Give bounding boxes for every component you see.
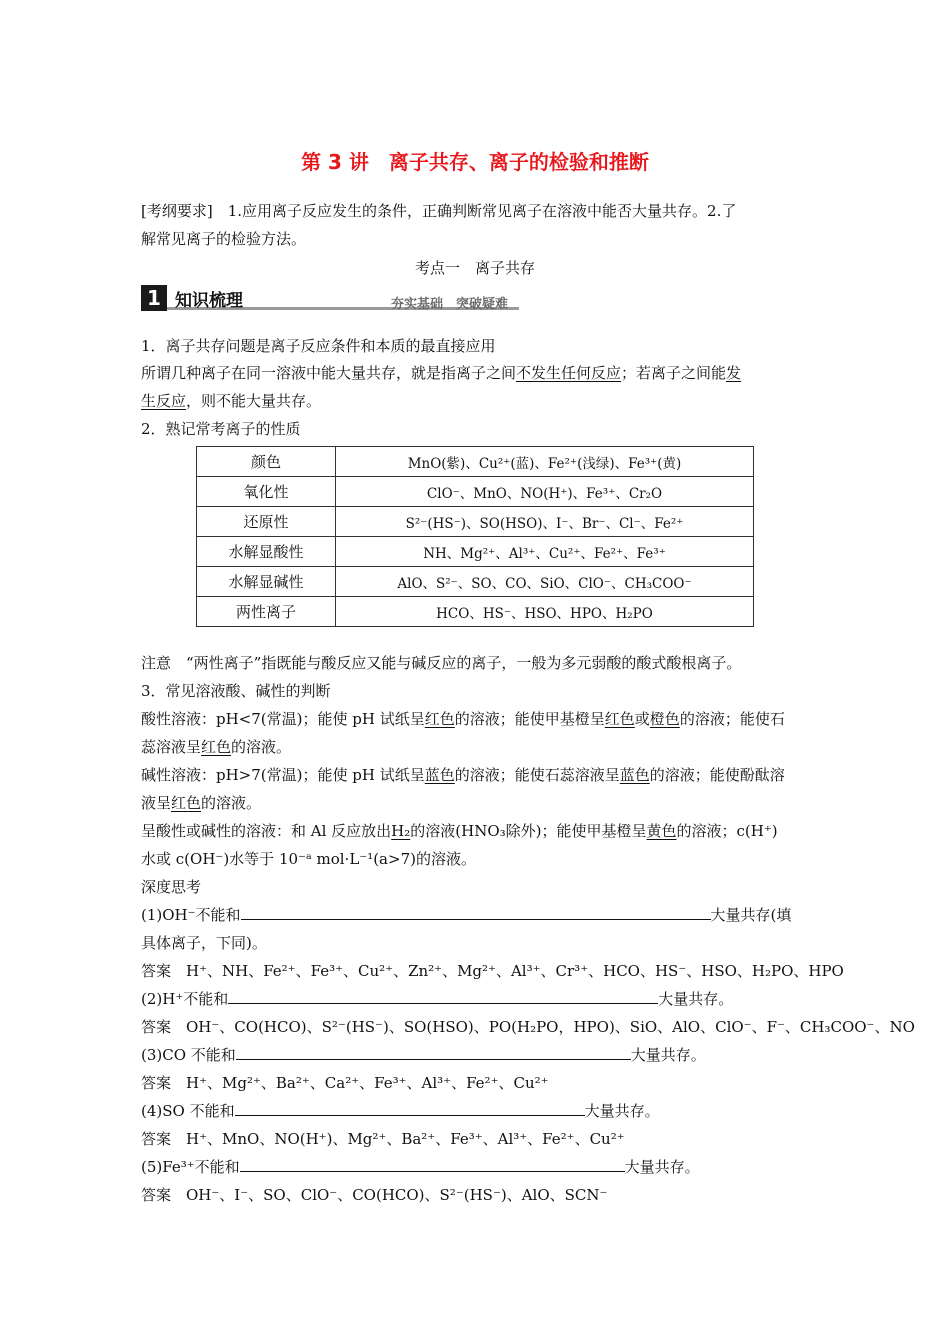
answer-underline: 红色 <box>424 710 455 728</box>
knowledge-banner <box>141 285 519 313</box>
question-4: (4)SO 不能和 大量共存。 <box>141 1102 660 1120</box>
note: 注意 “两性离子”指既能与酸反应又能与碱反应的离子，一般为多元弱酸的酸式酸根离子。 <box>141 654 742 672</box>
answer-underline: 橙色 <box>649 710 680 728</box>
either-line-1: 呈酸性或碱性的溶液：和 Al 反应放出H₂的溶液(HNO₃除外)；能使甲基橙呈黄色的溶液；c(H⁺) <box>141 822 778 840</box>
question-1: (1)OH⁻不能和 大量共存(填 <box>141 906 792 924</box>
table-key: 颜色 <box>197 447 336 477</box>
table-row <box>197 567 754 597</box>
answer-underline: 发 <box>726 364 742 382</box>
base-line-1: 碱性溶液：pH>7(常温)；能使 pH 试纸呈蓝色的溶液；能使石蕊溶液呈蓝色的溶液；能使酚酞溶 <box>141 766 785 784</box>
answer-underline: 红色 <box>201 738 232 756</box>
answer-5: 答案 OH⁻、I⁻、SO、ClO⁻、CO(HCO)、S²⁻(HS⁻)、AlO、SCN⁻ <box>141 1186 608 1204</box>
acid-line-2: 蕊溶液呈红色的溶液。 <box>141 738 292 756</box>
fill-blank[interactable] <box>235 1101 585 1116</box>
either-line-2: 水或 c(OH⁻)水等于 10⁻ᵃ mol·L⁻¹(a>7)的溶液。 <box>141 850 476 868</box>
page-title: 第 3 讲 离子共存、离子的检验和推断 <box>301 150 649 174</box>
table-row <box>197 507 754 537</box>
table-row <box>197 537 754 567</box>
acid-line-1: 酸性溶液：pH<7(常温)；能使 pH 试纸呈红色的溶液；能使甲基橙呈红色或橙色的溶液；能使石 <box>141 710 785 728</box>
section-heading: 考点一 离子共存 <box>414 259 535 277</box>
table-key: 两性离子 <box>197 597 336 627</box>
point-1-line-1: 所谓几种离子在同一溶液中能大量共存，就是指离子之间不发生任何反应；若离子之间能发 <box>141 364 742 382</box>
answer-underline: 蓝色 <box>424 766 455 784</box>
fill-blank[interactable] <box>241 905 711 920</box>
point-2-heading: 2．熟记常考离子的性质 <box>141 420 301 438</box>
question-5: (5)Fe³⁺不能和 大量共存。 <box>141 1158 700 1176</box>
banner-subtitle: 夯实基础 突破疑难 <box>391 297 509 312</box>
answer-underline: 红色 <box>171 794 202 812</box>
question-2: (2)H⁺不能和 大量共存。 <box>141 990 734 1008</box>
banner-title: 知识梳理 <box>175 291 243 311</box>
table-key: 还原性 <box>197 507 336 537</box>
point-1-line-2: 生反应，则不能大量共存。 <box>141 392 322 410</box>
requirements-line-2: 解常见离子的检验方法。 <box>141 230 307 248</box>
point-1-heading: 1．离子共存问题是离子反应条件和本质的最直接应用 <box>141 337 496 355</box>
table-key: 氧化性 <box>197 477 336 507</box>
table-value: NH、Mg²⁺、Al³⁺、Cu²⁺、Fe²⁺、Fe³⁺ <box>336 537 754 567</box>
answer-1: 答案 H⁺、NH、Fe²⁺、Fe³⁺、Cu²⁺、Zn²⁺、Mg²⁺、Al³⁺、Cr³⁺、HCO、HS⁻、HSO、H₂PO、HPO <box>141 962 844 980</box>
answer-3: 答案 H⁺、Mg²⁺、Ba²⁺、Ca²⁺、Fe³⁺、Al³⁺、Fe²⁺、Cu²⁺ <box>141 1074 549 1092</box>
requirements-line-1: [考纲要求] 1.应用离子反应发生的条件，正确判断常见离子在溶液中能否大量共存。2.了 <box>141 202 737 220</box>
fill-blank[interactable] <box>236 1045 631 1060</box>
table-value: MnO(紫)、Cu²⁺(蓝)、Fe²⁺(浅绿)、Fe³⁺(黄) <box>336 447 754 477</box>
ion-properties-table <box>196 446 754 627</box>
table-value: ClO⁻、MnO、NO(H⁺)、Fe³⁺、Cr₂O <box>336 477 754 507</box>
deep-thinking-heading: 深度思考 <box>141 878 202 896</box>
table-value: HCO、HS⁻、HSO、HPO、H₂PO <box>336 597 754 627</box>
table-row <box>197 447 754 477</box>
question-1-cont: 具体离子，下同)。 <box>141 934 267 952</box>
answer-4: 答案 H⁺、MnO、NO(H⁺)、Mg²⁺、Ba²⁺、Fe³⁺、Al³⁺、Fe²⁺、Cu²⁺ <box>141 1130 625 1148</box>
fill-blank[interactable] <box>228 989 658 1004</box>
base-line-2: 液呈红色的溶液。 <box>141 794 262 812</box>
banner-number: 1 <box>141 285 167 311</box>
table-row <box>197 597 754 627</box>
table-value: AlO、S²⁻、SO、CO、SiO、ClO⁻、CH₃COO⁻ <box>336 567 754 597</box>
table-value: S²⁻(HS⁻)、SO(HSO)、I⁻、Br⁻、Cl⁻、Fe²⁺ <box>336 507 754 537</box>
answer-underline: 黄色 <box>646 822 677 840</box>
answer-underline: H₂ <box>391 822 411 840</box>
question-3: (3)CO 不能和 大量共存。 <box>141 1046 706 1064</box>
answer-underline: 不发生任何反应 <box>516 364 622 382</box>
table-key: 水解显碱性 <box>197 567 336 597</box>
table-row <box>197 477 754 507</box>
point-3-heading: 3．常见溶液酸、碱性的判断 <box>141 682 331 700</box>
table-key: 水解显酸性 <box>197 537 336 567</box>
answer-underline: 红色 <box>604 710 635 728</box>
fill-blank[interactable] <box>240 1157 625 1172</box>
answer-2: 答案 OH⁻、CO(HCO)、S²⁻(HS⁻)、SO(HSO)、PO(H₂PO，HPO)、SiO、AlO、ClO⁻、F⁻、CH₃COO⁻、NO <box>141 1018 915 1036</box>
answer-underline: 生反应 <box>141 392 187 410</box>
answer-underline: 蓝色 <box>619 766 650 784</box>
